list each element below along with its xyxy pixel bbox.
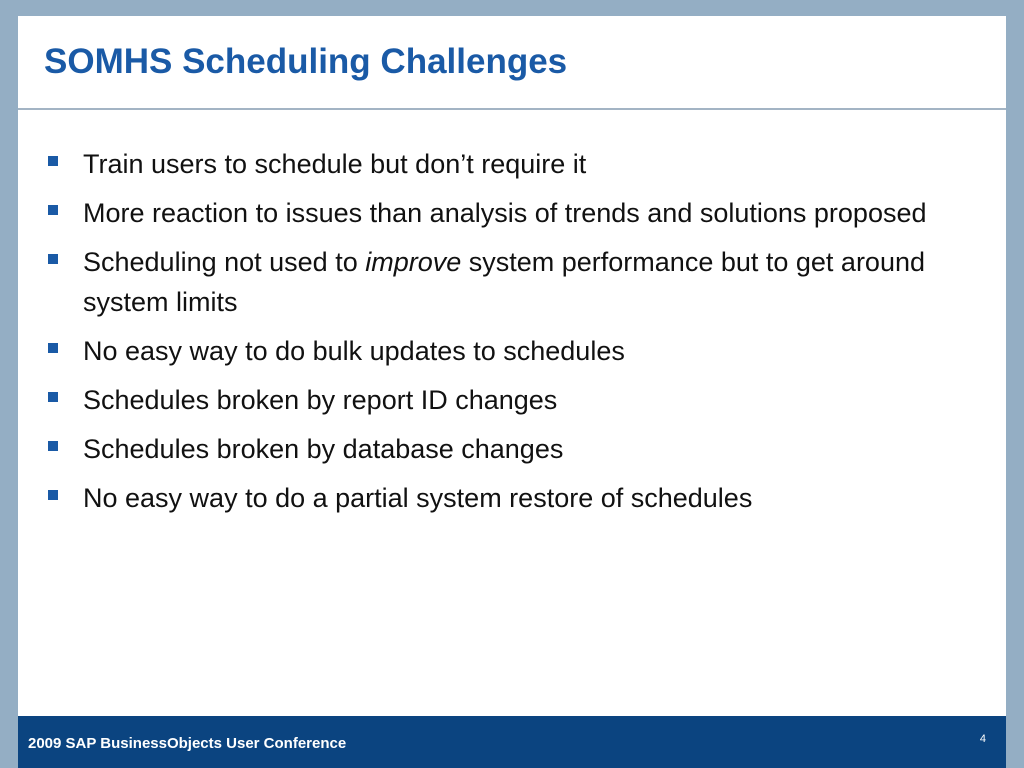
square-bullet-icon: [48, 490, 58, 500]
bullet-text: No easy way to do bulk updates to schedules: [83, 336, 625, 366]
slide: [18, 16, 1006, 716]
square-bullet-icon: [48, 343, 58, 353]
square-bullet-icon: [48, 441, 58, 451]
square-bullet-icon: [48, 156, 58, 166]
footer-bar: [18, 716, 1006, 768]
bullet-text: Scheduling not used to: [83, 247, 366, 277]
bullet-item: [44, 193, 984, 233]
title-divider: [18, 108, 1006, 110]
bullet-text: No easy way to do a partial system restore of schedules: [83, 483, 753, 513]
square-bullet-icon: [48, 205, 58, 215]
bullet-item: [44, 478, 984, 518]
bullet-item: [44, 331, 984, 371]
bullet-item: [44, 429, 984, 469]
page-number: 4: [979, 733, 986, 745]
square-bullet-icon: [48, 254, 58, 264]
conference-name: 2009 SAP BusinessObjects User Conference: [28, 735, 347, 752]
bullet-item: [44, 380, 984, 420]
bullet-text: Train users to schedule but don’t require it: [83, 149, 587, 179]
bullet-item: [44, 242, 984, 322]
bullet-item: [44, 144, 984, 184]
square-bullet-icon: [48, 392, 58, 402]
bullet-emphasis: improve: [365, 247, 462, 277]
bullet-text-continued: system performance but to get around system limits: [83, 247, 925, 317]
bullet-list: [44, 144, 984, 527]
slide-title: SOMHS Scheduling Challenges: [44, 42, 568, 81]
bullet-text: More reaction to issues than analysis of trends and solutions proposed: [83, 198, 927, 228]
bullet-text: Schedules broken by report ID changes: [83, 385, 558, 415]
bullet-text: Schedules broken by database changes: [83, 434, 564, 464]
